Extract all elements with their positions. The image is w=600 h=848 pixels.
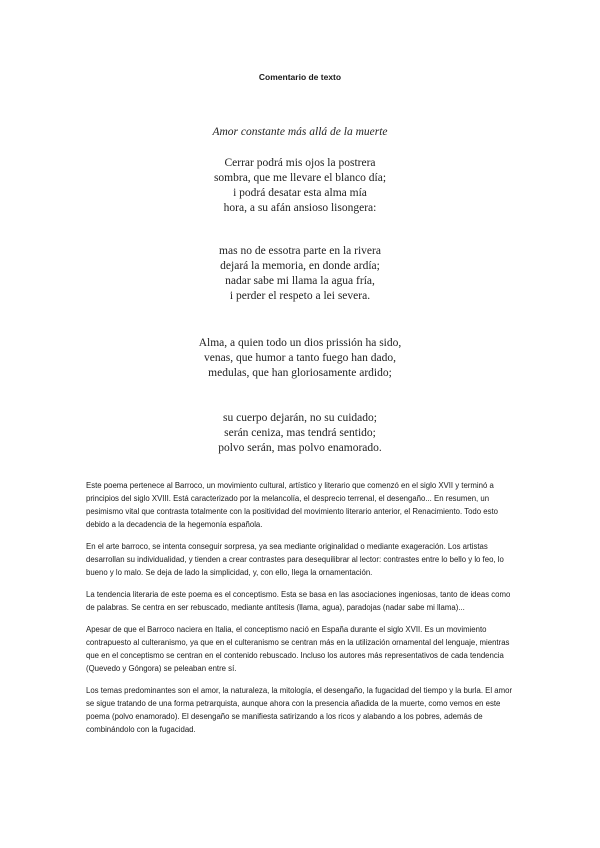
poem-line: dejará la memoria, en donde ardía; xyxy=(220,260,380,272)
document-heading: Comentario de texto xyxy=(258,72,342,82)
poem xyxy=(0,126,600,487)
poem-line: hora, a su afán ansioso lisongera: xyxy=(223,202,377,214)
poem-line: Alma, a quien todo un dios prissión ha sido, xyxy=(198,337,402,349)
poem-stanza-2 xyxy=(0,244,600,304)
poem-line: i perder el respeto a lei severa. xyxy=(229,290,371,302)
poem-stanza-4 xyxy=(0,411,600,456)
poem-line: medulas, que han gloriosamente ardido; xyxy=(208,367,392,379)
poem-line: Cerrar podrá mis ojos la postrera xyxy=(224,157,376,169)
poem-title: Amor constante más allá de la muerte xyxy=(212,126,388,138)
commentary-paragraph: Este poema pertenece al Barroco, un movimiento cultural, artístico y literario que comenzó en el siglo XVII y terminó a principios del siglo XVIII. Está caracterizado por la melancolía, el desprecio terrenal, el desengaño... En resumen, un pesimismo vital que contrasta totalmente con la positividad del movimiento literario anterior, el Renacimiento. Todo esto debido a la decadencia de la hegemonía española. xyxy=(86,481,499,529)
poem-stanza-1 xyxy=(0,156,600,216)
poem-line: nadar sabe mi llama la agua fría, xyxy=(225,275,375,287)
poem-line: sombra, que me llevare el blanco día; xyxy=(213,172,387,184)
commentary-paragraph: Los temas predominantes son el amor, la naturaleza, la mitología, el desengaño, la fugacidad del tiempo y la burla. El amor se sigue tratando de una forma petrarquista, aunque ahora con la presencia añadida de la muerte, como vemos en este poema (polvo enamorado). El desengaño se manifiesta satirizando a los ricos y alabando a los pobres, además de combinándolo con la fugacidad. xyxy=(86,686,513,734)
poem-line: i podrá desatar esta alma mía xyxy=(233,187,367,199)
commentary-paragraph: La tendencia literaria de este poema es el conceptismo. Esta se basa en las asociaciones ingeniosas, tanto de ideas como de palabras. Se centra en ser rebuscado, mediante antítesis (llama, agua), paradojas (nadar sabe mi llama)... xyxy=(86,590,511,612)
commentary-body xyxy=(86,479,516,745)
commentary-paragraph: En el arte barroco, se intenta conseguir sorpresa, ya sea mediante originalidad o mediante exageración. Los artistas desarrollan su individualidad, y tienden a crear contrastes para desequilibrar al lector: contrastes entre lo bello y lo feo, lo bueno y lo malo. Se deja de lado la simplicidad, y, con ello, llega la ornamentación. xyxy=(86,542,504,577)
poem-line: su cuerpo dejarán, no su cuidado; xyxy=(223,412,377,424)
poem-line: venas, que humor a tanto fuego han dado, xyxy=(204,352,396,364)
poem-line: polvo serán, mas polvo enamorado. xyxy=(218,442,382,454)
poem-line: serán ceniza, mas tendrá sentido; xyxy=(224,427,376,439)
poem-line: mas no de essotra parte en la rivera xyxy=(219,245,381,257)
commentary-paragraph: Apesar de que el Barroco naciera en Italia, el conceptismo nació en España durante el siglo XVII. Es un movimiento contrapuesto al culteranismo, ya que en el culteranismo se centran más en la utilización ornamental del lenguaje, mientras que en el conceptismo se centran en el contenido rebuscado. Incluso los autores más representativos de cada tendencia (Quevedo y Góngora) se peleaban entre sí. xyxy=(86,625,510,673)
poem-stanza-3 xyxy=(0,336,600,381)
